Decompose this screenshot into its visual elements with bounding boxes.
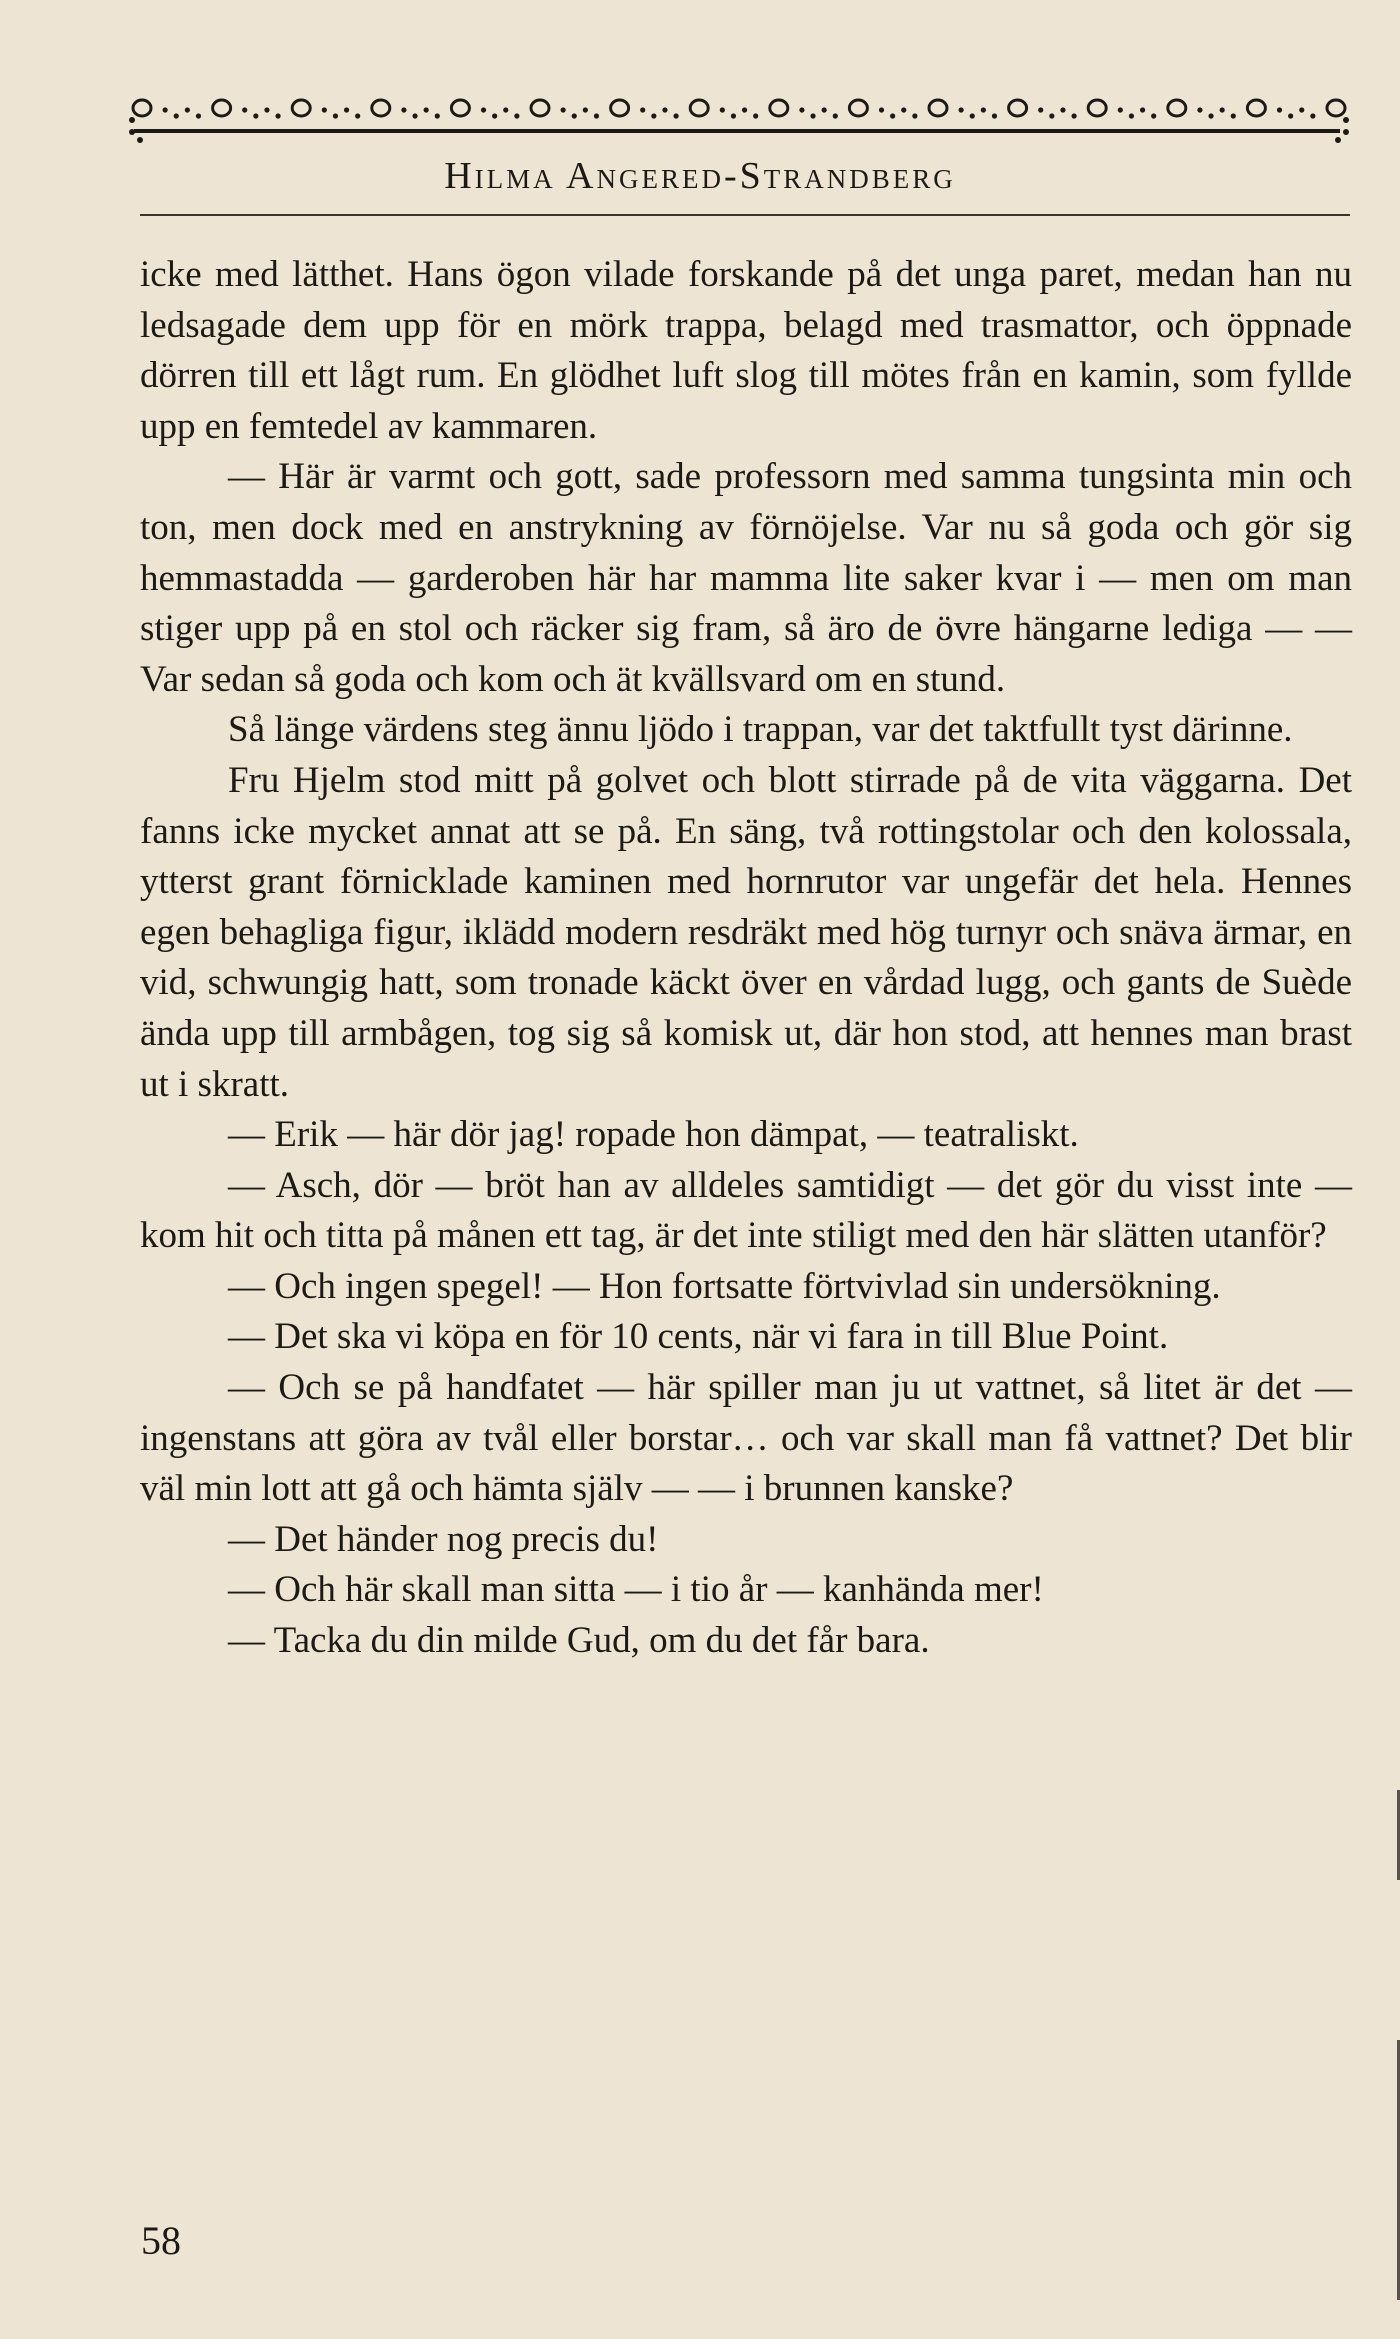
ornament-ring: [849, 100, 867, 116]
paragraph: icke med lätthet. Hans ögon vilade forskande på det unga paret, medan han nu ledsagade dem upp för en mörk trappa, belagd med trasmattor, och öppnade dörren till ett lågt rum. En glödhet luft slog till mötes från en kamin, som fyllde upp en femtedel av kammaren.: [140, 254, 1352, 447]
ornament-dot: [890, 113, 895, 118]
ornament-ring: [213, 100, 231, 116]
ornament-dot: [163, 107, 168, 112]
ornament-dot: [673, 113, 678, 118]
ornament-ring: [451, 100, 469, 116]
paragraph: Fru Hjelm stod mitt på golvet och blott stirrade på de vita väggarna. Det fanns icke mycket annat att se på. En säng, två rottingstolar och den kolossala, ytterst grant förnicklade kaminen med hornrutor var ungefär det hela. Hennes egen behagliga figur, iklädd modern resdräkt med hög turnyr och snäva ärmar, en vid, schwungig hatt, som tronade käckt över en vårdad lugg, och gants de Suède ända upp till armbågen, tog sig så komisk ut, där hon stod, att hennes man brast ut i skratt.: [140, 759, 1352, 1105]
ornament-dot: [1151, 113, 1156, 118]
ornament-dot: [322, 107, 327, 112]
ornament-dot: [275, 113, 280, 118]
ornament-dot: [594, 113, 599, 118]
paragraph: — Erik — här dör jag! ropade hon dämpat, — teatraliskt.: [228, 1114, 1079, 1156]
ornament-ring: [1168, 100, 1186, 116]
ornament-dot: [731, 113, 736, 118]
header-ornament: [128, 82, 1350, 144]
ornament-dot: [662, 107, 667, 112]
ornament-ring: [531, 100, 549, 116]
ornament-dot: [242, 107, 247, 112]
ornament-dot: [344, 107, 349, 112]
ornament-dot: [879, 107, 884, 112]
ornament-ring: [611, 100, 629, 116]
ornament-dot: [1129, 113, 1134, 118]
ornament-ring: [1009, 100, 1027, 116]
ornament-ring: [1327, 100, 1345, 116]
ornament-dot: [583, 107, 588, 112]
ornament-dot: [435, 113, 440, 118]
ornament-ring: [1247, 100, 1265, 116]
ornament-dot: [1220, 107, 1225, 112]
ornament-ring: [1088, 100, 1106, 116]
ornament-dot: [253, 113, 258, 118]
ornament-dot: [333, 113, 338, 118]
paragraph: Så länge värdens steg ännu ljödo i trappan, var det taktfullt tyst därinne.: [228, 709, 1293, 751]
ornament-ring: [770, 100, 788, 116]
ornament-dot: [901, 107, 906, 112]
paragraph: — Det ska vi köpa en för 10 cents, när vi fara in till Blue Point.: [228, 1316, 1169, 1358]
ornament-dot: [822, 107, 827, 112]
ornament-ring: [372, 100, 390, 116]
ornament-dot: [514, 113, 519, 118]
ornament-dot: [1299, 107, 1304, 112]
ornament-dot: [959, 107, 964, 112]
ornament-dot: [264, 107, 269, 112]
paragraph: — Asch, dör — bröt han av alldeles samtidigt — det gör du visst inte — kom hit och titta på månen ett tag, är det inte stiligt med den här slätten utanför?: [140, 1164, 1352, 1257]
page-number: 58: [141, 2218, 181, 2263]
ornament-dot: [810, 113, 815, 118]
ornament-dot: [1288, 113, 1293, 118]
ornament-dot: [970, 113, 975, 118]
ornament-dot: [640, 107, 645, 112]
ornament-dot: [492, 113, 497, 118]
ornament-dot: [424, 107, 429, 112]
ornament-ring: [292, 100, 310, 116]
ornament-dot: [561, 107, 566, 112]
ornament-dot: [481, 107, 486, 112]
ornament-dot: [651, 113, 656, 118]
ornament-dot: [1197, 107, 1202, 112]
running-head: Hilma Angered-Strandberg: [444, 155, 956, 197]
paragraph: — Och här skall man sitta — i tio år — kanhända mer!: [228, 1569, 1044, 1611]
header-rule: [140, 214, 1350, 216]
ornament-dot: [1071, 113, 1076, 118]
ornament-dot: [1038, 107, 1043, 112]
ornament-dot: [412, 113, 417, 118]
ornament-dot: [1208, 113, 1213, 118]
ornament-dot: [720, 107, 725, 112]
ornament-ring: [929, 100, 947, 116]
ornament-dot: [572, 113, 577, 118]
paragraph: — Och ingen spegel! — Hon fortsatte förtvivlad sin undersökning.: [228, 1265, 1221, 1307]
ornament-dot: [833, 113, 838, 118]
ornament-dot: [981, 107, 986, 112]
ornament-dot: [742, 107, 747, 112]
ornament-dot: [1049, 113, 1054, 118]
ornament-dot: [1277, 107, 1282, 112]
ornament-ring: [133, 100, 151, 116]
ornament-dot: [912, 113, 917, 118]
ornament-dot: [185, 107, 190, 112]
paragraph: — Och se på handfatet — här spiller man ju ut vattnet, så litet är det — ingenstans att göra av tvål eller borstar… och var skall man få vattnet? Det blir väl min lott att gå och hämta själv — — i brunnen kanske?: [140, 1367, 1352, 1510]
paragraph: — Tacka du din milde Gud, om du det får bara.: [228, 1620, 930, 1662]
ornament-dot: [799, 107, 804, 112]
ornament-dot: [1060, 107, 1065, 112]
ornament-dot: [753, 113, 758, 118]
paragraph: — Det händer nog precis du!: [228, 1518, 659, 1560]
ornament-ring: [690, 100, 708, 116]
body-text: [140, 250, 1352, 1667]
ornament-dot: [1310, 113, 1315, 118]
ornament-dot: [174, 113, 179, 118]
ornament-dot: [503, 107, 508, 112]
paragraph: — Här är varmt och gott, sade professorn med samma tungsinta min och ton, men dock med en anstrykning av förnöjelse. Var nu så goda och gör sig hemmastadda — garderoben här har mamma lite saker kvar i — men om man stiger upp på en stol och räcker sig fram, så äro de övre hängarne lediga — — Var sedan så goda och kom och ät kvällsvard om en stund.: [140, 456, 1352, 700]
ornament-dot: [1140, 107, 1145, 112]
ornament-chain-graphic: [128, 82, 1350, 144]
ornament-dot: [401, 107, 406, 112]
ornament-dot: [1231, 113, 1236, 118]
ornament-dot: [355, 113, 360, 118]
ornament-dot: [1118, 107, 1123, 112]
ornament-dot: [196, 113, 201, 118]
ornament-dot: [992, 113, 997, 118]
